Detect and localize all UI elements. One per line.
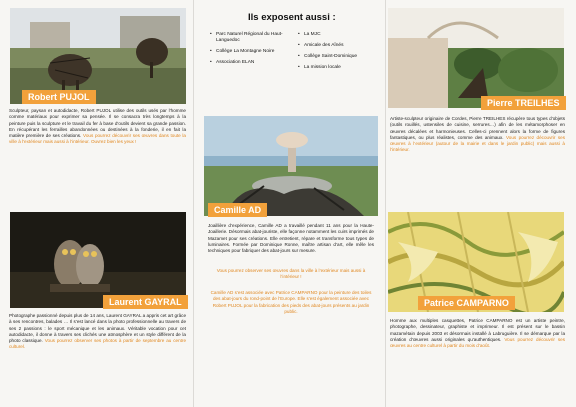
- laurent-gayral-photo: [10, 212, 186, 308]
- camille-ad-exhibit-note: Vous pourrez observer ses œuvres dans la ville à l’extérieur mais aussi à l’intérieur !: [216, 268, 366, 280]
- pierre-treilhes-exhibit-note: Vous pourrez découvrir ses œuvres à l’extérieur (autour de la mairie et dans le jardin public) mais aussi à l’intérieur.: [390, 134, 566, 153]
- exhibitor-item: • Association ELAN: [210, 60, 290, 66]
- camille-ad-photo-image: [204, 116, 378, 216]
- camille-ad-photo: [204, 116, 378, 216]
- camille-ad-bio: Joaillière d’expérience, Camille AD a travaillé pendant 11 ans pour la Haute-Joaillerie. Désormais abat-jouriste, elle façonne notamment les cuirs imprimés de Mazamet pour ses créations. Elle entretient, répare et transforme tous types de luminaires. Formée par Dominique Ronne, maître artisan d’art, elle mêle les techniques pour fabriquer des abat-jours sur mesure.: [208, 223, 374, 254]
- patrice-camparno-bio: Homme aux multiples casquettes, Patrice CAMPARNO est un artiste peintre, photographe, dessinateur, graphiste et imprimeur. Il est présent sur le bassin mazamétain depuis 2003 et désormais installé à Labruguière. Il se démarque par la création d’œuvres aussi originales qu’authentiques.: [390, 318, 565, 342]
- pierre-treilhes-bio: Artiste-sculpteur originaire de Cordes, Pierre TREILHES récupère tous types d’objets (outils rouillés, ustensiles de cuisine, serrures…) afin de les métamorphoser en œuvres décalées et harmonieuses. Celles-ci prennent alors la forme de figures fantastiques, ou plus réalistes, comme des animaux.: [390, 116, 565, 140]
- pierre-treilhes-caption: Pierre TREILHES: [481, 96, 566, 110]
- robert-pujol-description: [9, 108, 186, 146]
- patrice-camparno-description: [390, 318, 565, 349]
- robert-pujol-exhibit-note: Vous pourrez découvrir ses œuvres dans toute la ville à l’extérieur mais aussi à l’intérieur. Ouvrez bien les yeux !: [9, 133, 186, 145]
- robert-pujol-caption: Robert PUJOL: [22, 90, 96, 104]
- right-column: [386, 0, 576, 407]
- laurent-gayral-bio: Photographe passionné depuis plus de 14 ans, Laurent GAYRAL a appris cet art grâce à ses rencontres, balades … Il s’est lancé dans la photo professionnelle au travers de ses 2 passions : le sport mécanique et les animaux. Véritable vocation pour cet autodidacte, il donne à travers ses clichés une atmosphère et un style différent de la photo classique.: [9, 313, 186, 344]
- camille-ad-description: [208, 223, 374, 254]
- camille-ad-collaboration-note: Camille AD s’est associée avec Patrice CAMPARNO pour la peinture des toiles des abat-jours du rond-point de l’Europe. Elle s’est également associée avec Robert PUJOL pour la fabrication des pieds des abat-jours présents au jardin public.: [210, 290, 372, 314]
- exhibitor-item: • La MJC: [298, 32, 378, 38]
- exhibitors-list-right: [298, 32, 378, 76]
- patrice-camparno-caption: Patrice CAMPARNO: [418, 296, 515, 310]
- exhibitors-list-left: [210, 32, 290, 71]
- laurent-gayral-exhibit-note: Vous pourrez observer ses photos à partir de septembre au centre culturel.: [9, 338, 186, 350]
- middle-column: [194, 0, 385, 407]
- also-exhibiting-heading: Ils exposent aussi :: [248, 12, 336, 23]
- exhibitor-item: • La mission locale: [298, 65, 378, 71]
- laurent-gayral-photo-image: [10, 212, 186, 308]
- pierre-treilhes-description: [390, 116, 565, 154]
- exhibitor-item: • Amicale des Aînés: [298, 43, 378, 49]
- robert-pujol-bio: Sculpteur, paysan et autodidacte, Robert PUJOL utilise des outils usés par l’homme comme matériaux pour exprimer sa pensée. Il se consacra très longtemps à la peinture puis la sculpture et le travail du fer à base d’outils devient sa grande passion. En récupérant les ferrailles abandonnées ou destinées à la fonderie, il en fait la matière première de ses créations.: [9, 108, 186, 139]
- exhibitor-item: • Collège La Montagne Noire: [210, 49, 290, 55]
- camille-ad-caption: Camille AD: [208, 203, 267, 217]
- pierre-treilhes-photo-image: [388, 8, 564, 108]
- exhibitor-item: • Collège Saint-Dominique: [298, 54, 378, 60]
- laurent-gayral-description: [9, 313, 186, 351]
- exhibitor-item: • Parc Naturel Régional du Haut-Languedoc: [210, 32, 290, 44]
- laurent-gayral-caption: Laurent GAYRAL: [103, 295, 188, 309]
- patrice-camparno-exhibit-note: Vous pourrez découvrir ses œuvres au centre culturel à partir du mois d’août.: [390, 336, 565, 349]
- pierre-treilhes-photo: [388, 8, 564, 108]
- left-column: [0, 0, 193, 407]
